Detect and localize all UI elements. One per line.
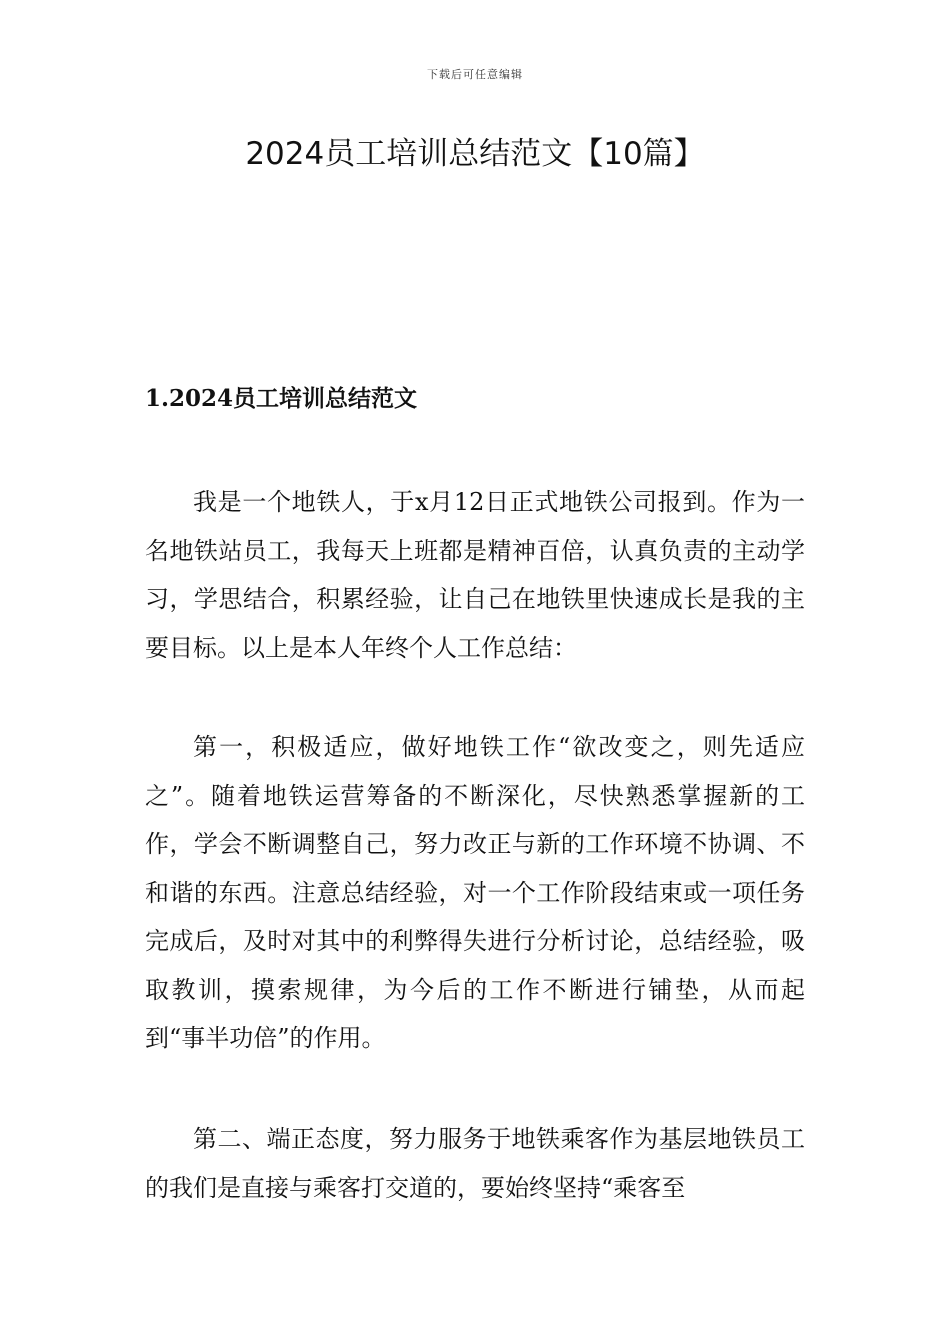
paragraph-intro: 我是一个地铁人，于x月12日正式地铁公司报到。作为一名地铁站员工，我每天上班都是精神百倍，认真负责的主动学习，学思结合，积累经验，让自己在地铁里快速成长是我的主要目标。以上是本人年终个人工作总结： xyxy=(145,488,805,662)
header-note: 下载后可任意编辑 xyxy=(427,68,523,81)
paragraph-first-point: 第一，积极适应，做好地铁工作“欲改变之，则先适应之”。随着地铁运营筹备的不断深化，尽快熟悉掌握新的工作，学会不断调整自己，努力改正与新的工作环境不协调、不和谐的东西。注意总结经验，对一个工作阶段结束或一项任务完成后，及时对其中的利弊得失进行分析讨论，总结经验，吸取教训，摸索规律，为今后的工作不断进行铺垫，从而起到“事半功倍”的作用。 xyxy=(145,733,805,1052)
section-heading: 1.2024员工培训总结范文 xyxy=(145,385,418,412)
document-title: 2024员工培训总结范文【10篇】 xyxy=(245,136,705,172)
paragraph-second-point: 第二、端正态度，努力服务于地铁乘客作为基层地铁员工的我们是直接与乘客打交道的，要始终坚持“乘客至 xyxy=(145,1125,805,1202)
